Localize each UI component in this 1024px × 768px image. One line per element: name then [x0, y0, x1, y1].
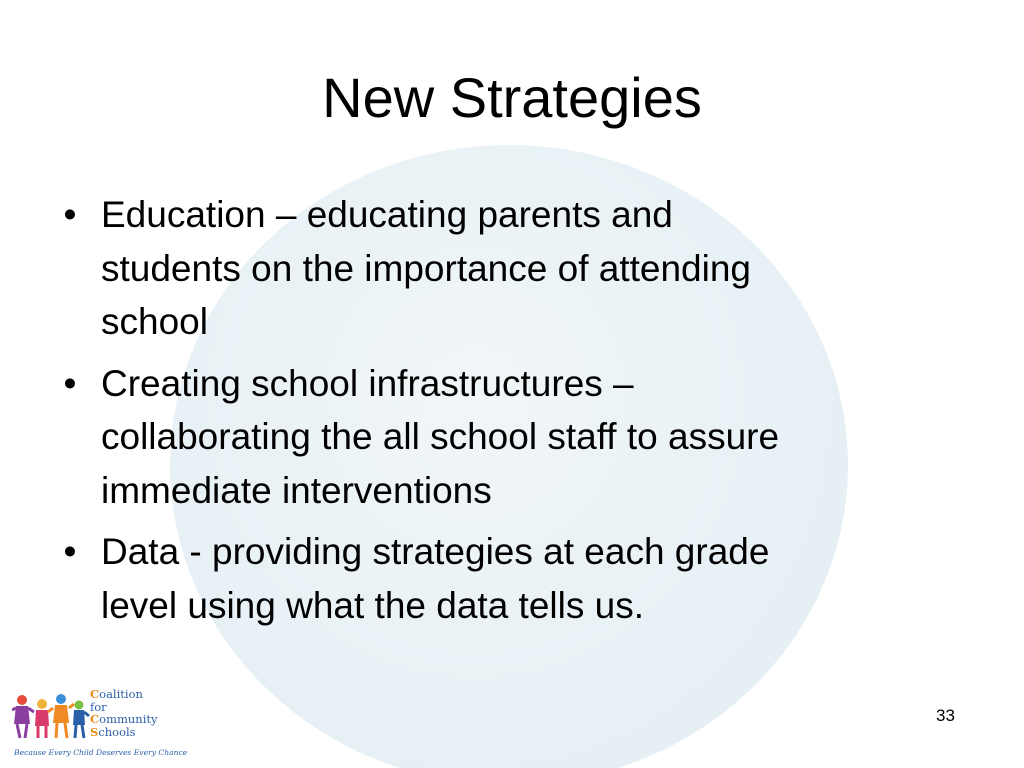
bullet-line: school — [101, 301, 208, 342]
logo-line: Community — [90, 712, 158, 726]
bullet-item — [60, 525, 960, 632]
bullet-item — [60, 188, 960, 349]
bullet-line: collaborating the all school staff to assure — [101, 416, 780, 457]
bullet-line: immediate interventions — [101, 469, 492, 511]
bullet-line: Creating school infrastructures – — [101, 362, 634, 404]
bullet-item — [60, 357, 960, 518]
children-figures-icon — [12, 690, 90, 740]
page-number: 33 — [936, 706, 955, 725]
logo-wordmark — [90, 688, 182, 738]
bullet-marker: • — [63, 194, 77, 235]
bullet-marker: • — [63, 531, 77, 572]
logo-line: Schools — [90, 724, 136, 739]
bullet-line: level using what the data tells us. — [101, 584, 644, 626]
logo-line: Coalition — [90, 687, 143, 701]
bullet-marker: • — [63, 362, 77, 404]
bullet-line: Data - providing strategies at each grade — [101, 531, 770, 572]
bullet-line: students on the importance of attending — [101, 247, 751, 289]
logo-tagline: Because Every Child Deserves Every Chance — [14, 748, 188, 757]
coalition-logo — [12, 687, 188, 762]
slide-title: New Strategies — [322, 66, 702, 129]
bullet-list — [60, 188, 960, 640]
bullet-line: Education – educating parents and — [101, 194, 673, 235]
logo-line: for — [90, 699, 107, 714]
